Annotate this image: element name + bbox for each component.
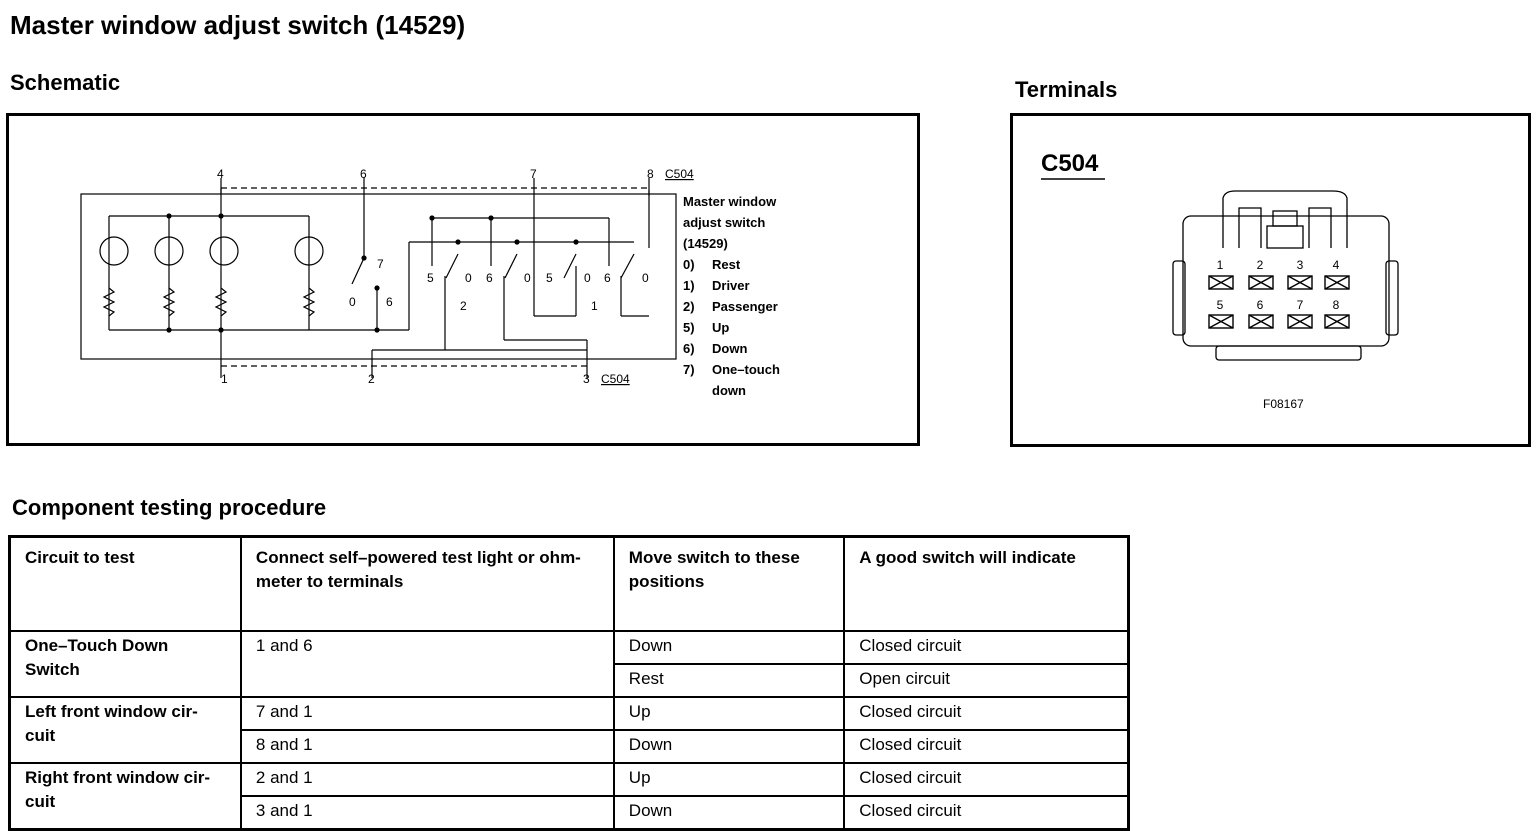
terminal-pin-label-1: 1	[1216, 258, 1224, 272]
legend-title-2: adjust switch	[683, 215, 766, 230]
pos-label-down: 6	[386, 295, 393, 309]
testing-table	[8, 535, 1130, 831]
terminals-cell: 7 and 1	[241, 697, 614, 730]
terminal-cavity-7	[1288, 315, 1312, 328]
pin-label-7: 7	[530, 167, 537, 181]
terminal-cavity-3	[1288, 276, 1312, 289]
pos-label-rest-4: 0	[584, 271, 591, 285]
pin-label-1: 1	[221, 372, 228, 386]
switch-contact-left	[446, 254, 458, 278]
terminals-cell: 8 and 1	[241, 730, 614, 763]
terminal-pin-label-4: 4	[1332, 258, 1340, 272]
led-indicator-1	[100, 237, 128, 265]
circuit-cell: Left front window cir-cuit	[10, 697, 241, 763]
switch-contact-right	[564, 254, 576, 278]
header-circuit: Circuit to test	[10, 537, 241, 632]
result-cell: Closed circuit	[844, 730, 1128, 763]
legend-text-2: Passenger	[712, 299, 778, 314]
terminals-heading: Terminals	[1015, 77, 1118, 102]
position-cell: Rest	[614, 664, 844, 697]
pin-label-3: 3	[583, 372, 590, 386]
pos-label-rest-5: 0	[642, 271, 649, 285]
terminal-pin-label-7: 7	[1296, 298, 1304, 312]
connector-id-label: C504	[1041, 150, 1099, 177]
terminals-cell: 2 and 1	[241, 763, 614, 796]
terminal-pin-label-2: 2	[1256, 258, 1264, 272]
circuit-cell: One–Touch Down Switch	[10, 631, 241, 697]
terminal-cavity-6	[1249, 315, 1273, 328]
pos-label-rest: 0	[349, 295, 356, 309]
terminal-pin-label-8: 8	[1332, 298, 1340, 312]
switch-contact-far-right	[621, 254, 634, 278]
connector-body	[1173, 191, 1398, 360]
position-cell: Down	[614, 730, 844, 763]
legend-text-5: Up	[712, 320, 730, 335]
schematic-diagram	[9, 116, 917, 443]
terminal-pin-label-3: 3	[1296, 258, 1304, 272]
terminals-cell: 3 and 1	[241, 796, 614, 830]
legend-title-1: Master window	[683, 194, 777, 209]
result-cell: Open circuit	[844, 664, 1128, 697]
result-cell: Closed circuit	[844, 796, 1128, 830]
legend-num-1: 1)	[683, 278, 695, 293]
terminal-cavity-1	[1209, 276, 1233, 289]
position-cell: Up	[614, 697, 844, 730]
legend-text-6: Down	[712, 341, 748, 356]
header-move: Move switch to these positions	[614, 537, 844, 632]
testing-heading: Component testing procedure	[12, 495, 327, 520]
terminal-cavity-4	[1325, 276, 1349, 289]
legend-text-0: Rest	[712, 257, 741, 272]
switch-contact-mid	[505, 254, 517, 278]
pos-label-down-2: 6	[486, 271, 493, 285]
position-cell: Down	[614, 796, 844, 830]
pos-label-passenger: 2	[460, 299, 467, 313]
connector-label-top: C504	[665, 167, 694, 181]
terminals-panel	[1010, 113, 1531, 447]
legend-text-1: Driver	[712, 278, 750, 293]
header-connect: Connect self–powered test light or ohm-meter to terminals	[241, 537, 614, 632]
pin-label-2: 2	[368, 372, 375, 386]
page-title: Master window adjust switch (14529)	[10, 10, 466, 40]
legend-num-7: 7)	[683, 362, 695, 377]
pos-label-down-3: 6	[604, 271, 611, 285]
legend-num-5: 5)	[683, 320, 695, 335]
result-cell: Closed circuit	[844, 763, 1128, 796]
legend-num-6: 6)	[683, 341, 695, 356]
terminals-cell: 1 and 6	[241, 631, 614, 697]
table-row	[10, 763, 1129, 796]
legend-text-7b: down	[712, 383, 746, 398]
pos-label-up: 5	[427, 271, 434, 285]
circuit-cell: Right front window cir-cuit	[10, 763, 241, 830]
connector-diagram	[1013, 116, 1528, 444]
terminal-pin-label-6: 6	[1256, 298, 1264, 312]
switch-contact-onetouch	[352, 258, 364, 284]
legend-num-2: 2)	[683, 299, 695, 314]
pos-label-up-2: 5	[546, 271, 553, 285]
terminal-pin-label-5: 5	[1216, 298, 1224, 312]
led-indicator-3	[210, 237, 238, 265]
pos-label-onetouch: 7	[377, 257, 384, 271]
pin-label-6: 6	[360, 167, 367, 181]
terminal-cavity-5	[1209, 315, 1233, 328]
table-header-row	[10, 537, 1129, 632]
position-cell: Down	[614, 631, 844, 664]
terminal-cavity-8	[1325, 315, 1349, 328]
table-row	[10, 631, 1129, 664]
pos-label-rest-3: 0	[524, 271, 531, 285]
connector-label-bottom: C504	[601, 372, 630, 386]
pin-label-8: 8	[647, 167, 654, 181]
pos-label-rest-2: 0	[465, 271, 472, 285]
legend-num-0: 0)	[683, 257, 695, 272]
pin-label-4: 4	[217, 167, 224, 181]
result-cell: Closed circuit	[844, 631, 1128, 664]
legend-title-3: (14529)	[683, 236, 728, 251]
schematic-panel	[6, 113, 920, 446]
terminal-cavity-2	[1249, 276, 1273, 289]
result-cell: Closed circuit	[844, 697, 1128, 730]
schematic-heading: Schematic	[10, 70, 121, 95]
pos-label-driver: 1	[591, 299, 598, 313]
table-row	[10, 697, 1129, 730]
legend-text-7: One–touch	[712, 362, 780, 377]
figure-id: F08167	[1263, 397, 1304, 411]
position-cell: Up	[614, 763, 844, 796]
header-indicate: A good switch will indicate	[844, 537, 1128, 632]
